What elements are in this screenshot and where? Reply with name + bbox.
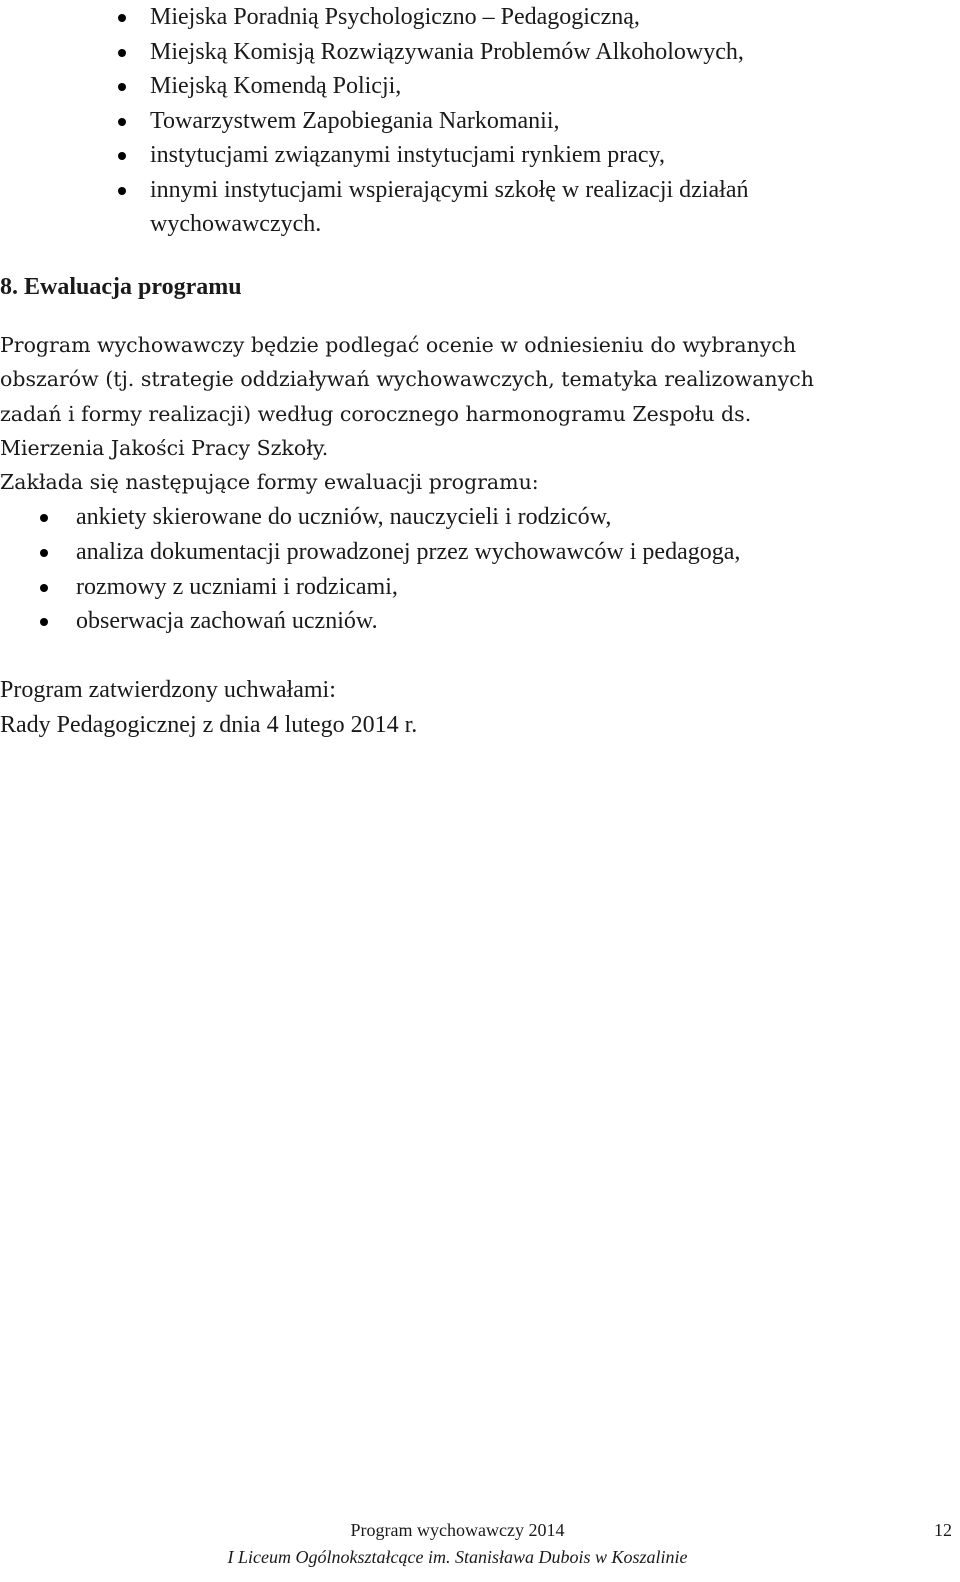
list-item-text: Towarzystwem Zapobiegania Narkomanii, bbox=[150, 107, 560, 134]
partners-list bbox=[0, 0, 960, 242]
footer-school: I Liceum Ogólnokształcące im. Stanisława Dubois w Koszalinie bbox=[227, 1547, 688, 1567]
list-item bbox=[0, 535, 960, 570]
page-number: 12 bbox=[934, 1520, 952, 1540]
list-item bbox=[0, 35, 960, 70]
list-item bbox=[0, 104, 960, 139]
list-item bbox=[0, 69, 960, 104]
section-heading: 8. Ewaluacja programu bbox=[0, 274, 242, 300]
paragraph-line: Program wychowawczy będzie podlegać ocenie w odniesieniu do wybranych bbox=[0, 333, 797, 357]
list-item-text: Miejska Poradnią Psychologiczno – Pedagogiczną, bbox=[150, 4, 640, 30]
evaluation-intro: Zakłada się następujące formy ewaluacji programu: bbox=[0, 470, 539, 494]
list-item-text: ankiety skierowane do uczniów, nauczycieli i rodziców, bbox=[76, 504, 612, 530]
approval-note bbox=[0, 673, 417, 743]
list-item-text: Miejską Komendą Policji, bbox=[150, 73, 402, 99]
list-item-text-line-2: wychowawczych. bbox=[150, 211, 322, 237]
paragraph-line: zadań i formy realizacji) według corocznego harmonogramu Zespołu ds. bbox=[0, 401, 752, 426]
footer-title: Program wychowawczy 2014 bbox=[350, 1520, 565, 1540]
list-item bbox=[0, 0, 960, 35]
approval-line-1: Program zatwierdzony uchwałami: bbox=[0, 677, 336, 703]
list-item-text: instytucjami związanymi instytucjami rynkiem pracy, bbox=[150, 142, 665, 168]
list-item bbox=[0, 570, 960, 605]
list-item-text: obserwacja zachowań uczniów. bbox=[76, 608, 378, 635]
list-item-text: rozmowy z uczniami i rodzicami, bbox=[76, 573, 398, 600]
paragraph-line: Mierzenia Jakości Pracy Szkoły. bbox=[0, 435, 329, 460]
approval-line-2: Rady Pedagogicznej z dnia 4 lutego 2014 r. bbox=[0, 712, 418, 738]
list-item-text: analiza dokumentacji prowadzonej przez wychowawców i pedagoga, bbox=[76, 538, 741, 565]
evaluation-paragraph bbox=[0, 328, 935, 465]
page-footer bbox=[0, 1516, 960, 1576]
paragraph-line: obszarów (tj. strategie oddziaływań wychowawczych, tematyka realizowanych bbox=[0, 367, 814, 392]
list-item bbox=[0, 500, 960, 535]
list-item-text-line-1: innymi instytucjami wspierającymi szkołę w realizacji działań bbox=[150, 176, 749, 203]
list-item bbox=[0, 604, 960, 639]
list-item bbox=[0, 173, 960, 242]
list-item bbox=[0, 138, 960, 173]
list-item-text: Miejską Komisją Rozwiązywania Problemów Alkoholowych, bbox=[150, 38, 744, 65]
evaluation-forms-list bbox=[0, 500, 960, 639]
